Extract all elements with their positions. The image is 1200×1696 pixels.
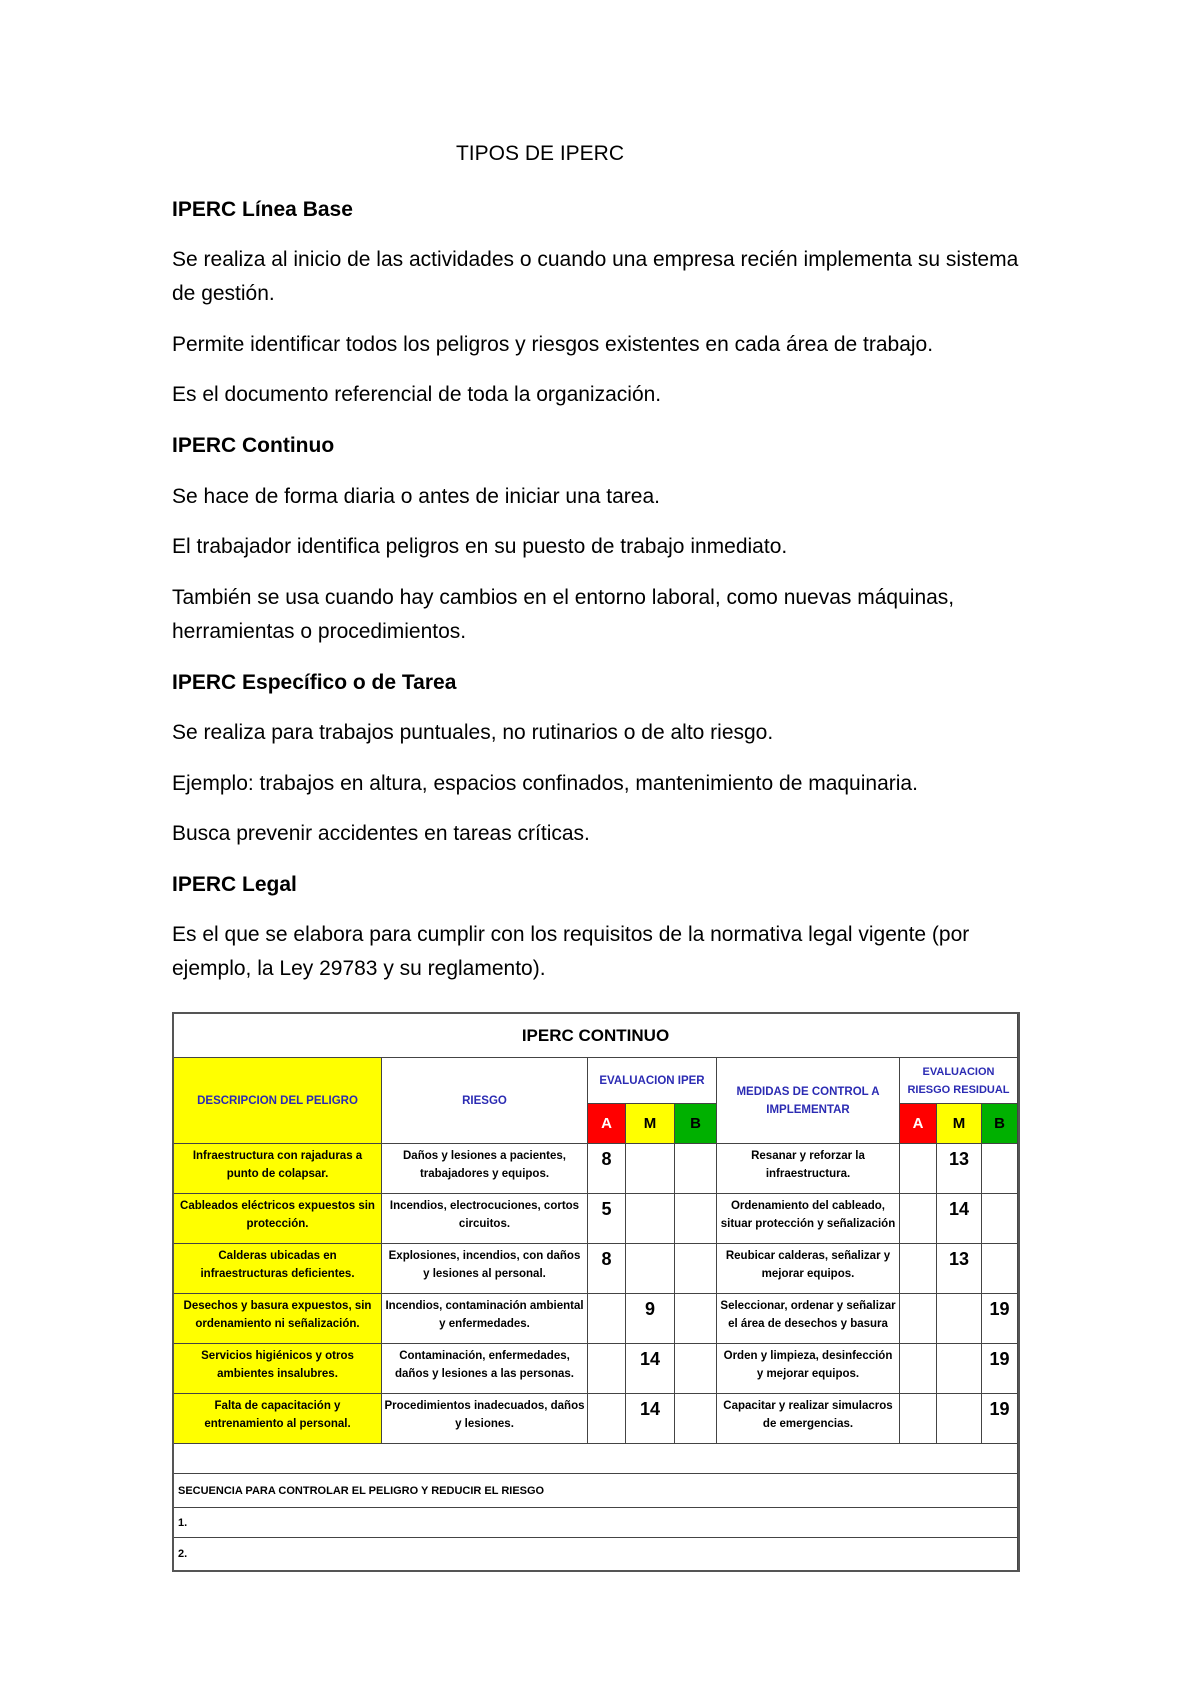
peligro-cell: Servicios higiénicos y otros ambientes insalubres. xyxy=(174,1344,382,1394)
residual-a-cell xyxy=(900,1194,937,1244)
riesgo-cell: Explosiones, incendios, con daños y lesiones al personal. xyxy=(382,1244,588,1294)
header-riesgo: RIESGO xyxy=(382,1058,588,1144)
eval-a-cell: 8 xyxy=(588,1144,626,1194)
residual-m-cell: 13 xyxy=(937,1144,982,1194)
header-a: A xyxy=(588,1104,626,1144)
section-heading: IPERC Legal xyxy=(172,873,297,896)
header-residual-m: M xyxy=(937,1104,982,1144)
eval-b-cell xyxy=(675,1394,717,1444)
eval-a-cell xyxy=(588,1294,626,1344)
peligro-cell: Calderas ubicadas en infraestructuras deficientes. xyxy=(174,1244,382,1294)
residual-b-cell: 19 xyxy=(982,1394,1018,1444)
header-residual: EVALUACION RIESGO RESIDUAL xyxy=(900,1058,1018,1104)
medida-cell: Capacitar y realizar simulacros de emergencias. xyxy=(717,1394,900,1444)
eval-m-cell xyxy=(626,1144,675,1194)
medida-cell: Ordenamiento del cableado, situar protección y señalización xyxy=(717,1194,900,1244)
eval-b-cell xyxy=(675,1294,717,1344)
residual-b-cell xyxy=(982,1194,1018,1244)
residual-b-cell xyxy=(982,1244,1018,1294)
eval-m-cell xyxy=(626,1244,675,1294)
residual-a-cell xyxy=(900,1394,937,1444)
riesgo-cell: Contaminación, enfermedades, daños y lesiones a las personas. xyxy=(382,1344,588,1394)
table-title: IPERC CONTINUO xyxy=(174,1014,1018,1058)
eval-b-cell xyxy=(675,1244,717,1294)
paragraph: Es el que se elabora para cumplir con los requisitos de la normativa legal vigente (por ejemplo, la Ley 29783 y su reglamento). xyxy=(172,923,970,980)
section-heading: IPERC Línea Base xyxy=(172,198,353,221)
residual-m-cell xyxy=(937,1344,982,1394)
eval-a-cell: 8 xyxy=(588,1244,626,1294)
residual-b-cell: 19 xyxy=(982,1344,1018,1394)
residual-m-cell: 13 xyxy=(937,1244,982,1294)
riesgo-cell: Incendios, electrocuciones, cortos circuitos. xyxy=(382,1194,588,1244)
paragraph: Se realiza al inicio de las actividades o cuando una empresa recién implementa su sistema de gestión. xyxy=(172,248,1019,305)
riesgo-cell: Incendios, contaminación ambiental y enfermedades. xyxy=(382,1294,588,1344)
residual-a-cell xyxy=(900,1344,937,1394)
section-heading: IPERC Específico o de Tarea xyxy=(172,671,457,694)
paragraph: Ejemplo: trabajos en altura, espacios confinados, mantenimiento de maquinaria. xyxy=(172,772,918,795)
eval-m-cell xyxy=(626,1194,675,1244)
eval-a-cell xyxy=(588,1344,626,1394)
header-m: M xyxy=(626,1104,675,1144)
sequence-item: 1. xyxy=(174,1508,1018,1538)
page-title: TIPOS DE IPERC xyxy=(455,142,625,165)
residual-a-cell xyxy=(900,1294,937,1344)
iperc-table xyxy=(172,1012,1020,1572)
eval-m-cell: 14 xyxy=(626,1344,675,1394)
riesgo-cell: Procedimientos inadecuados, daños y lesiones. xyxy=(382,1394,588,1444)
medida-cell: Resanar y reforzar la infraestructura. xyxy=(717,1144,900,1194)
paragraph: Busca prevenir accidentes en tareas críticas. xyxy=(172,822,590,845)
header-peligro: DESCRIPCION DEL PELIGRO xyxy=(174,1058,382,1144)
blank-row xyxy=(174,1444,1018,1474)
medida-cell: Seleccionar, ordenar y señalizar el área de desechos y basura xyxy=(717,1294,900,1344)
eval-a-cell: 5 xyxy=(588,1194,626,1244)
peligro-cell: Falta de capacitación y entrenamiento al personal. xyxy=(174,1394,382,1444)
header-b: B xyxy=(675,1104,717,1144)
residual-a-cell xyxy=(900,1244,937,1294)
sequence-item: 2. xyxy=(174,1538,1018,1570)
header-residual-a: A xyxy=(900,1104,937,1144)
paragraph: Se hace de forma diaria o antes de iniciar una tarea. xyxy=(172,485,660,508)
peligro-cell: Desechos y basura expuestos, sin ordenamiento ni señalización. xyxy=(174,1294,382,1344)
paragraph: Es el documento referencial de toda la organización. xyxy=(172,383,662,406)
paragraph: El trabajador identifica peligros en su puesto de trabajo inmediato. xyxy=(172,535,788,558)
riesgo-cell: Daños y lesiones a pacientes, trabajadores y equipos. xyxy=(382,1144,588,1194)
sequence-label: SECUENCIA PARA CONTROLAR EL PELIGRO Y REDUCIR EL RIESGO xyxy=(174,1474,1018,1508)
medida-cell: Reubicar calderas, señalizar y mejorar equipos. xyxy=(717,1244,900,1294)
eval-b-cell xyxy=(675,1194,717,1244)
eval-m-cell: 14 xyxy=(626,1394,675,1444)
section-heading: IPERC Continuo xyxy=(172,434,335,457)
residual-m-cell xyxy=(937,1394,982,1444)
residual-a-cell xyxy=(900,1144,937,1194)
header-residual-b: B xyxy=(982,1104,1018,1144)
header-medidas: MEDIDAS DE CONTROL A IMPLEMENTAR xyxy=(717,1058,900,1144)
medida-cell: Orden y limpieza, desinfección y mejorar equipos. xyxy=(717,1344,900,1394)
residual-m-cell xyxy=(937,1294,982,1344)
eval-a-cell xyxy=(588,1394,626,1444)
peligro-cell: Cableados eléctricos expuestos sin protección. xyxy=(174,1194,382,1244)
residual-b-cell: 19 xyxy=(982,1294,1018,1344)
eval-b-cell xyxy=(675,1344,717,1394)
paragraph: Permite identificar todos los peligros y riesgos existentes en cada área de trabajo. xyxy=(172,333,934,356)
paragraph: También se usa cuando hay cambios en el entorno laboral, como nuevas máquinas, herramientas o procedimientos. xyxy=(172,586,955,643)
eval-m-cell: 9 xyxy=(626,1294,675,1344)
header-evaluacion: EVALUACION IPER xyxy=(588,1058,717,1104)
peligro-cell: Infraestructura con rajaduras a punto de colapsar. xyxy=(174,1144,382,1194)
eval-b-cell xyxy=(675,1144,717,1194)
residual-b-cell xyxy=(982,1144,1018,1194)
residual-m-cell: 14 xyxy=(937,1194,982,1244)
paragraph: Se realiza para trabajos puntuales, no rutinarios o de alto riesgo. xyxy=(172,721,774,744)
